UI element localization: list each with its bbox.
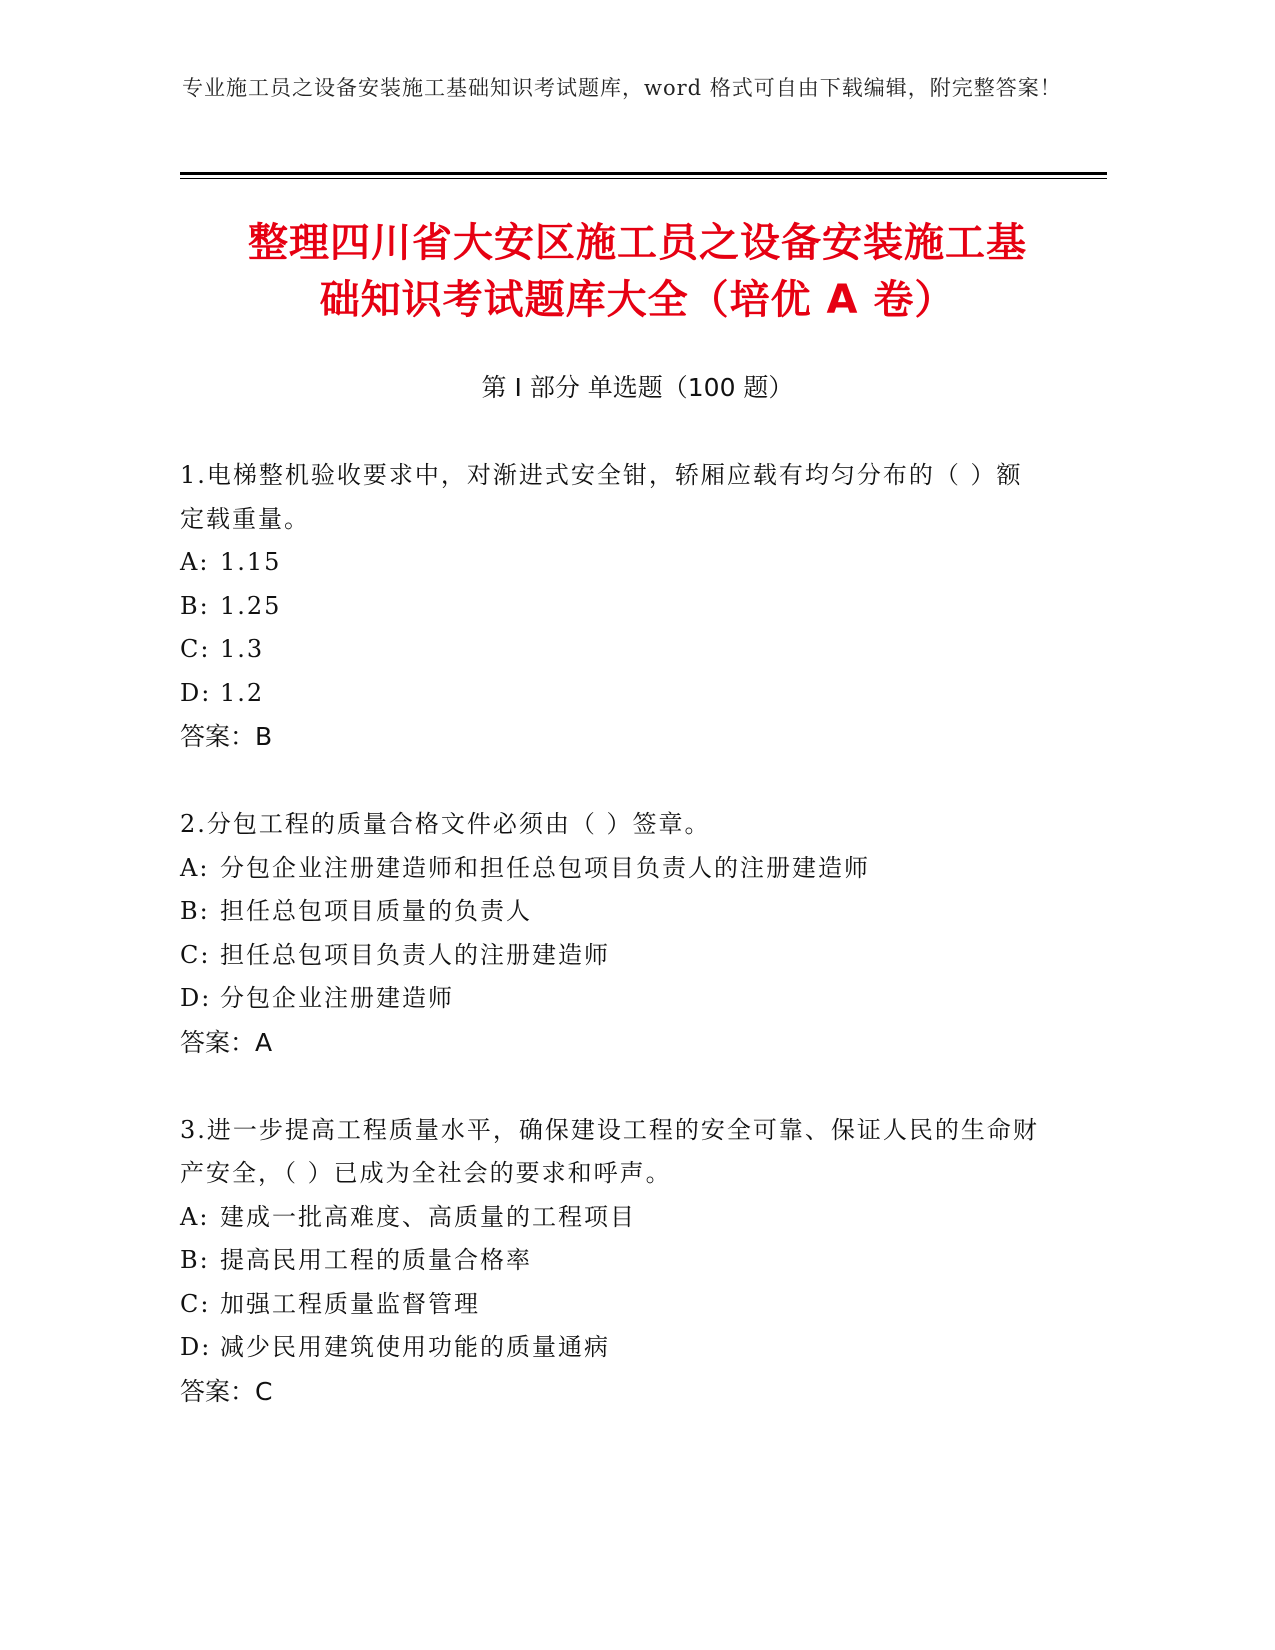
option-text: 1.15 [220,548,282,576]
header-note: 专业施工员之设备安装施工基础知识考试题库，word 格式可自由下载编辑，附完整答案！ [182,76,1062,100]
option-text: 建成一批高难度、高质量的工程项目 [220,1202,636,1231]
option-text: 担任总包项目负责人的注册建造师 [220,940,610,969]
option-c [180,628,1040,672]
header-rule-thick [180,172,1107,175]
option-text: 减少民用建筑使用功能的质量通病 [220,1333,610,1361]
option-d [180,977,1040,1021]
option-text: 加强工程质量监督管理 [220,1289,480,1318]
option-letter: A: [180,853,210,882]
question-stem: 3.进一步提高工程质量水平，确保建设工程的安全可靠、保证人民的生命财产安全，（ ）已成为全社会的要求和呼声。 [180,1115,1039,1187]
option-letter: B: [180,897,210,925]
option-text: 1.25 [220,591,282,620]
option-letter: A: [180,548,210,576]
option-letter: C: [180,940,211,969]
question-2 [180,803,1040,1065]
option-letter: C: [180,1289,211,1318]
option-text: 分包企业注册建造师 [220,984,454,1012]
option-a [180,847,1040,891]
option-b [180,1239,1040,1283]
question-1 [180,454,1040,759]
question-3 [180,1109,1040,1414]
option-d [180,672,1040,716]
option-text: 担任总包项目质量的负责人 [220,897,532,925]
option-b [180,890,1040,934]
question-stem: 2.分包工程的质量合格文件必须由（ ）签章。 [180,810,711,838]
question-stem: 1.电梯整机验收要求中，对渐进式安全钳，轿厢应载有均匀分布的（ ）额定载重量。 [180,461,1023,533]
option-letter: B: [180,591,210,620]
option-c [180,1283,1040,1327]
option-text: 分包企业注册建造师和担任总包项目负责人的注册建造师 [220,853,870,882]
option-letter: D: [180,678,212,707]
document-title-line-2: 础知识考试题库大全（培优 A 卷） [319,277,956,323]
option-a [180,1196,1040,1240]
option-letter: D: [180,984,212,1012]
option-d [180,1326,1040,1370]
document-title-line-1: 整理四川省大安区施工员之设备安装施工基 [248,220,1027,266]
option-text: 提高民用工程的质量合格率 [220,1246,532,1274]
option-letter: C: [180,635,211,663]
section-title: 第 I 部分 单选题（100 题） [481,373,794,402]
question-list [180,454,1040,1458]
answer: 答案：B [180,722,273,751]
option-text: 1.3 [220,635,265,663]
option-text: 1.2 [220,678,265,707]
answer: 答案：C [180,1376,273,1406]
header-rule-thin [180,178,1107,179]
document-title [160,215,1115,329]
option-letter: D: [180,1333,212,1361]
option-letter: B: [180,1246,210,1274]
option-c [180,934,1040,978]
option-b [180,585,1040,629]
option-letter: A: [180,1202,210,1231]
answer: 答案：A [180,1027,273,1057]
option-a [180,541,1040,585]
